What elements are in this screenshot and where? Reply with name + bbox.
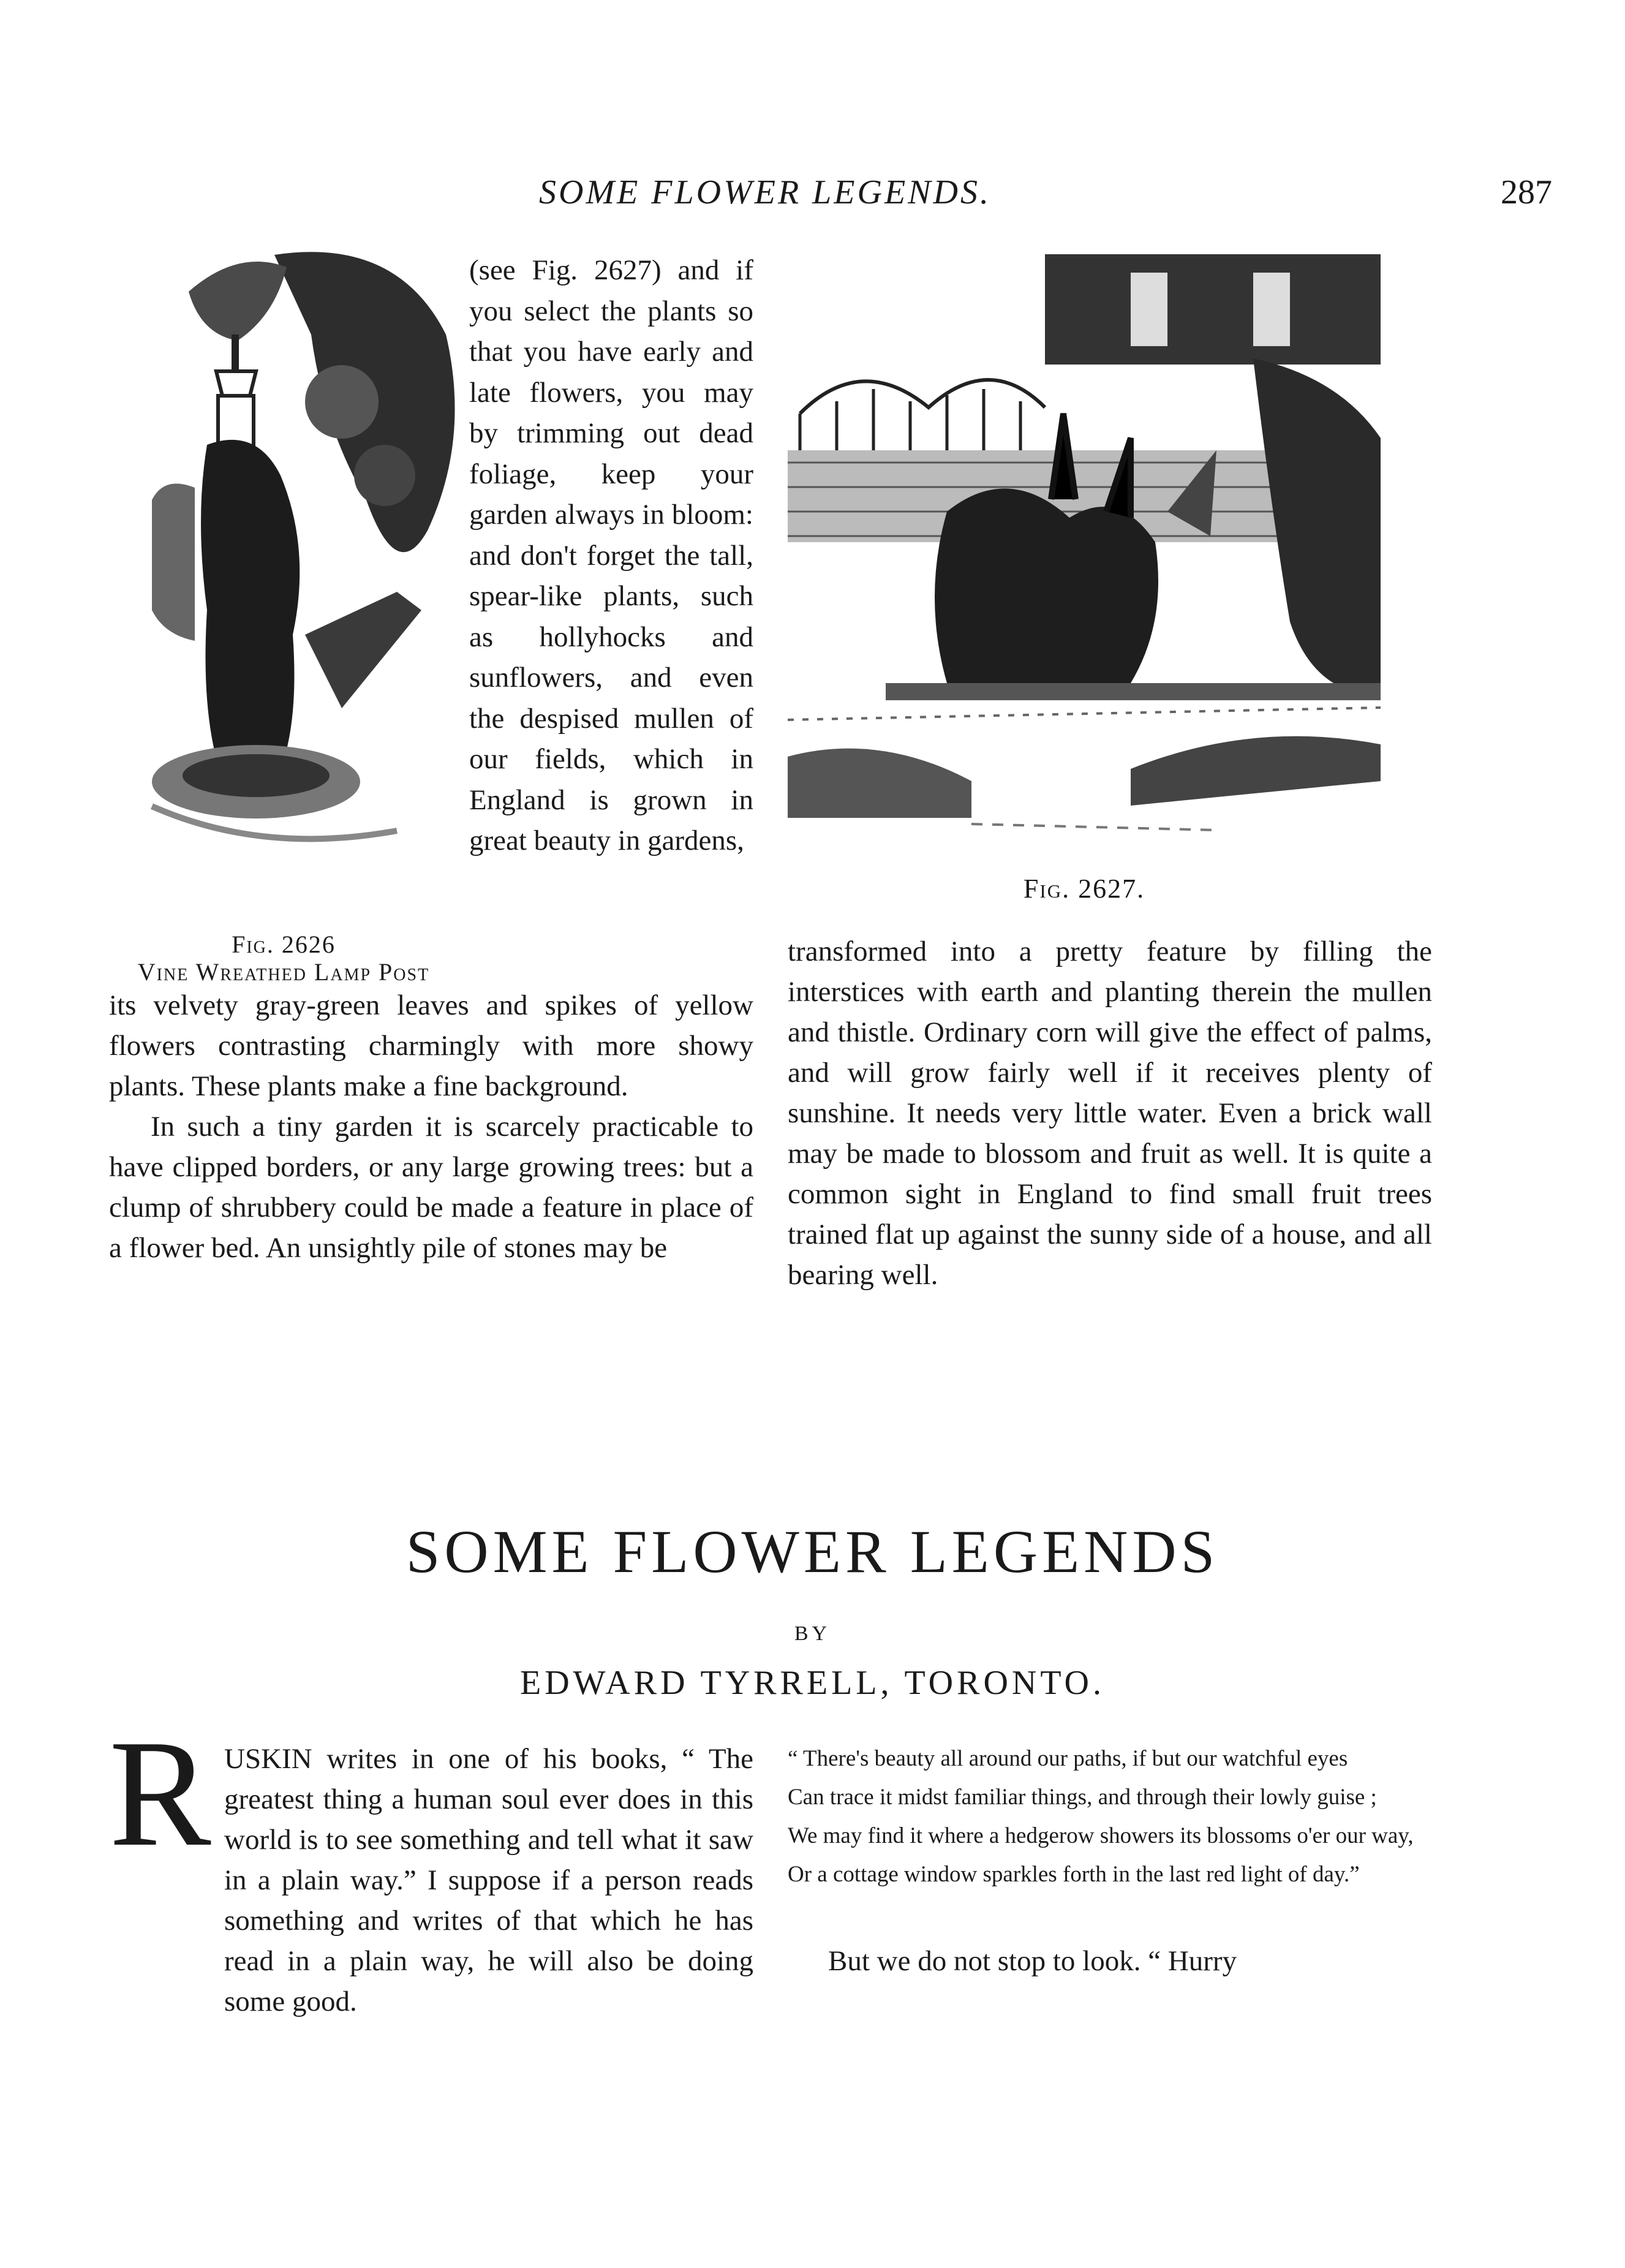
poem-line: We may find it where a hedgerow showers its blossoms o'er our way, [788, 1823, 1414, 1848]
article-title: SOME FLOWER LEGENDS [405, 1518, 1220, 1586]
figure-2627-caption: Fig. 2627. [1023, 874, 1145, 904]
right-column-continuation: transformed into a pretty feature by filling the interstices with earth and planting therein the mullen and thistle. Ordinary corn will give the effect of palms, and will grow fairly well if it receives plenty of sunshine. It needs very little water. Even a brick wall may be made to blossom and fruit as well. It is quite a common sight in England to find small fruit trees trained flat up against the sunny side of a house, and all bearing well. [788, 936, 1432, 1291]
article-first-paragraph-text: USKIN writes in one of his books, “ The greatest thing a human soul ever does in this world is to see something and tell what it saw in a plain way.” I suppose if a person reads something and writes of that which he has read in a plain way, he will also be doing some good. [224, 1743, 753, 2017]
left-column-text [109, 985, 753, 1268]
narrow-column-text: (see Fig. 2627) and if you select the plants so that you have early and late flowers, you may by trimming out dead foliage, keep your garden always in bloom: and don't forget the tall, spear-like plants, such as hollyhocks and sunflowers, and even the despised mullen of our fields, which in England is grown in great beauty in gardens, [469, 254, 753, 856]
article-author: EDWARD TYRRELL, TORONTO. [520, 1664, 1105, 1702]
running-head: SOME FLOWER LEGENDS. [539, 173, 991, 211]
poem-quote [788, 1744, 1432, 1898]
figure-2626-caption-title: Vine Wreathed Lamp Post [137, 958, 430, 986]
figure-lamp-post-image [140, 243, 458, 886]
poem-line: “ There's beauty all around our paths, if but our watchful eyes [788, 1746, 1348, 1771]
left-column-continuation: its velvety gray-green leaves and spikes of yellow flowers contrasting charmingly with more showy plants. These plants make a fine background. [109, 989, 753, 1102]
article-byline-by: BY [794, 1622, 831, 1645]
figure-garden-image [788, 254, 1381, 839]
article-first-paragraph [109, 1739, 753, 2022]
drop-cap: R [109, 1709, 211, 1878]
left-column-paragraph-2: In such a tiny garden it is scarcely practicable to have clipped borders, or any large growing trees: but a clump of shrubbery could be made a feature in place of a flower bed. An unsightly pile of stones may be [109, 1111, 753, 1264]
article-text-after-poem: But we do not stop to look. “ Hurry [828, 1945, 1237, 1977]
poem-line: Can trace it midst familiar things, and through their lowly guise ; [788, 1785, 1377, 1810]
right-column-text [788, 931, 1432, 1295]
poem-line: Or a cottage window sparkles forth in the last red light of day.” [788, 1862, 1360, 1887]
figure-2626-caption-number: Fig. 2626 [232, 931, 336, 958]
page-number: 287 [1501, 173, 1552, 211]
